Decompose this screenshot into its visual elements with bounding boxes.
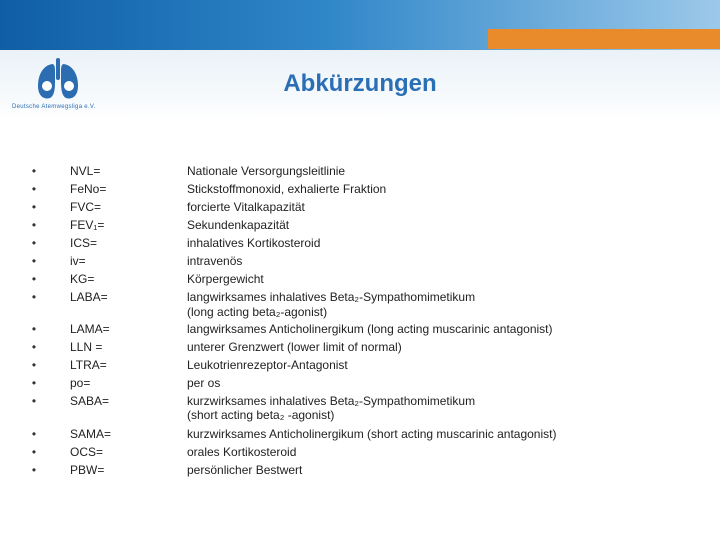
meaning: Körpergewicht [187, 272, 264, 286]
abbreviation: SAMA= [70, 427, 112, 441]
meaning: Nationale Versorgungsleitlinie [187, 164, 346, 178]
bullet-icon: • [31, 358, 37, 372]
abbreviation: FVC= [70, 200, 102, 214]
page-title: Abkürzungen [283, 70, 437, 97]
bullet-icon: • [31, 376, 37, 390]
meaning: langwirksames Anticholinergikum (long acting muscarinic antagonist) [187, 322, 553, 336]
meaning: langwirksames inhalatives Beta₂-Sympathomimetikum [187, 290, 476, 304]
meaning: per os [187, 376, 221, 390]
list-item [0, 356, 720, 374]
meaning: Sekundenkapazität [187, 218, 290, 232]
abbreviation: PBW= [70, 463, 105, 477]
abbreviation: iv= [70, 254, 86, 268]
meaning: persönlicher Bestwert [187, 463, 303, 477]
bullet-icon: • [31, 254, 37, 268]
list-item [0, 338, 720, 356]
meaning-continuation: (long acting beta₂-agonist) [187, 305, 328, 319]
abbreviation: ICS= [70, 236, 98, 250]
meaning: Stickstoffmonoxid, exhalierte Fraktion [187, 182, 387, 196]
logo-caption: Deutsche Atemwegsliga e.V. [12, 104, 96, 110]
meaning: forcierte Vitalkapazität [187, 200, 305, 214]
list-item [0, 252, 720, 270]
abbreviation: SABA= [70, 394, 110, 408]
abbreviation: LTRA= [70, 358, 107, 372]
list-item [0, 392, 720, 410]
bullet-icon: • [31, 182, 37, 196]
list-item [0, 443, 720, 461]
meaning: Leukotrienrezeptor-Antagonist [187, 358, 348, 372]
list-item [0, 425, 720, 443]
abbreviation: KG= [70, 272, 95, 286]
abbreviation: LLN = [70, 340, 103, 354]
bullet-icon: • [31, 463, 37, 477]
abbreviation: LABA= [70, 290, 108, 304]
meaning: kurzwirksames inhalatives Beta₂-Sympathomimetikum [187, 394, 476, 408]
abbreviation: FeNo= [70, 182, 107, 196]
list-item [0, 270, 720, 288]
bullet-icon: • [31, 322, 37, 336]
bullet-icon: • [31, 218, 37, 232]
bullet-icon: • [31, 340, 37, 354]
list-item [0, 288, 720, 306]
list-item [0, 180, 720, 198]
bullet-icon: • [31, 290, 37, 304]
bullet-icon: • [31, 427, 37, 441]
meaning: orales Kortikosteroid [187, 445, 297, 459]
list-item [0, 461, 720, 479]
abbreviation: LAMA= [70, 322, 110, 336]
bullet-icon: • [31, 236, 37, 250]
abbreviation: OCS= [70, 445, 104, 459]
list-item [0, 216, 720, 234]
list-item [0, 198, 720, 216]
bullet-icon: • [31, 164, 37, 178]
meaning-continuation: (short acting beta₂ -agonist) [187, 408, 335, 422]
bullet-icon: • [31, 445, 37, 459]
list-item [0, 320, 720, 338]
abbreviation: NVL= [70, 164, 101, 178]
meaning: intravenös [187, 254, 243, 268]
bullet-icon: • [31, 394, 37, 408]
abbreviation: FEV₁= [70, 218, 105, 232]
list-item [0, 234, 720, 252]
bullet-icon: • [31, 200, 37, 214]
list-item [0, 162, 720, 180]
list-item [0, 374, 720, 392]
abbreviation: po= [70, 376, 91, 390]
meaning: kurzwirksames Anticholinergikum (short acting muscarinic antagonist) [187, 427, 557, 441]
meaning: inhalatives Kortikosteroid [187, 236, 321, 250]
meaning: unterer Grenzwert (lower limit of normal) [187, 340, 402, 354]
bullet-icon: • [31, 272, 37, 286]
